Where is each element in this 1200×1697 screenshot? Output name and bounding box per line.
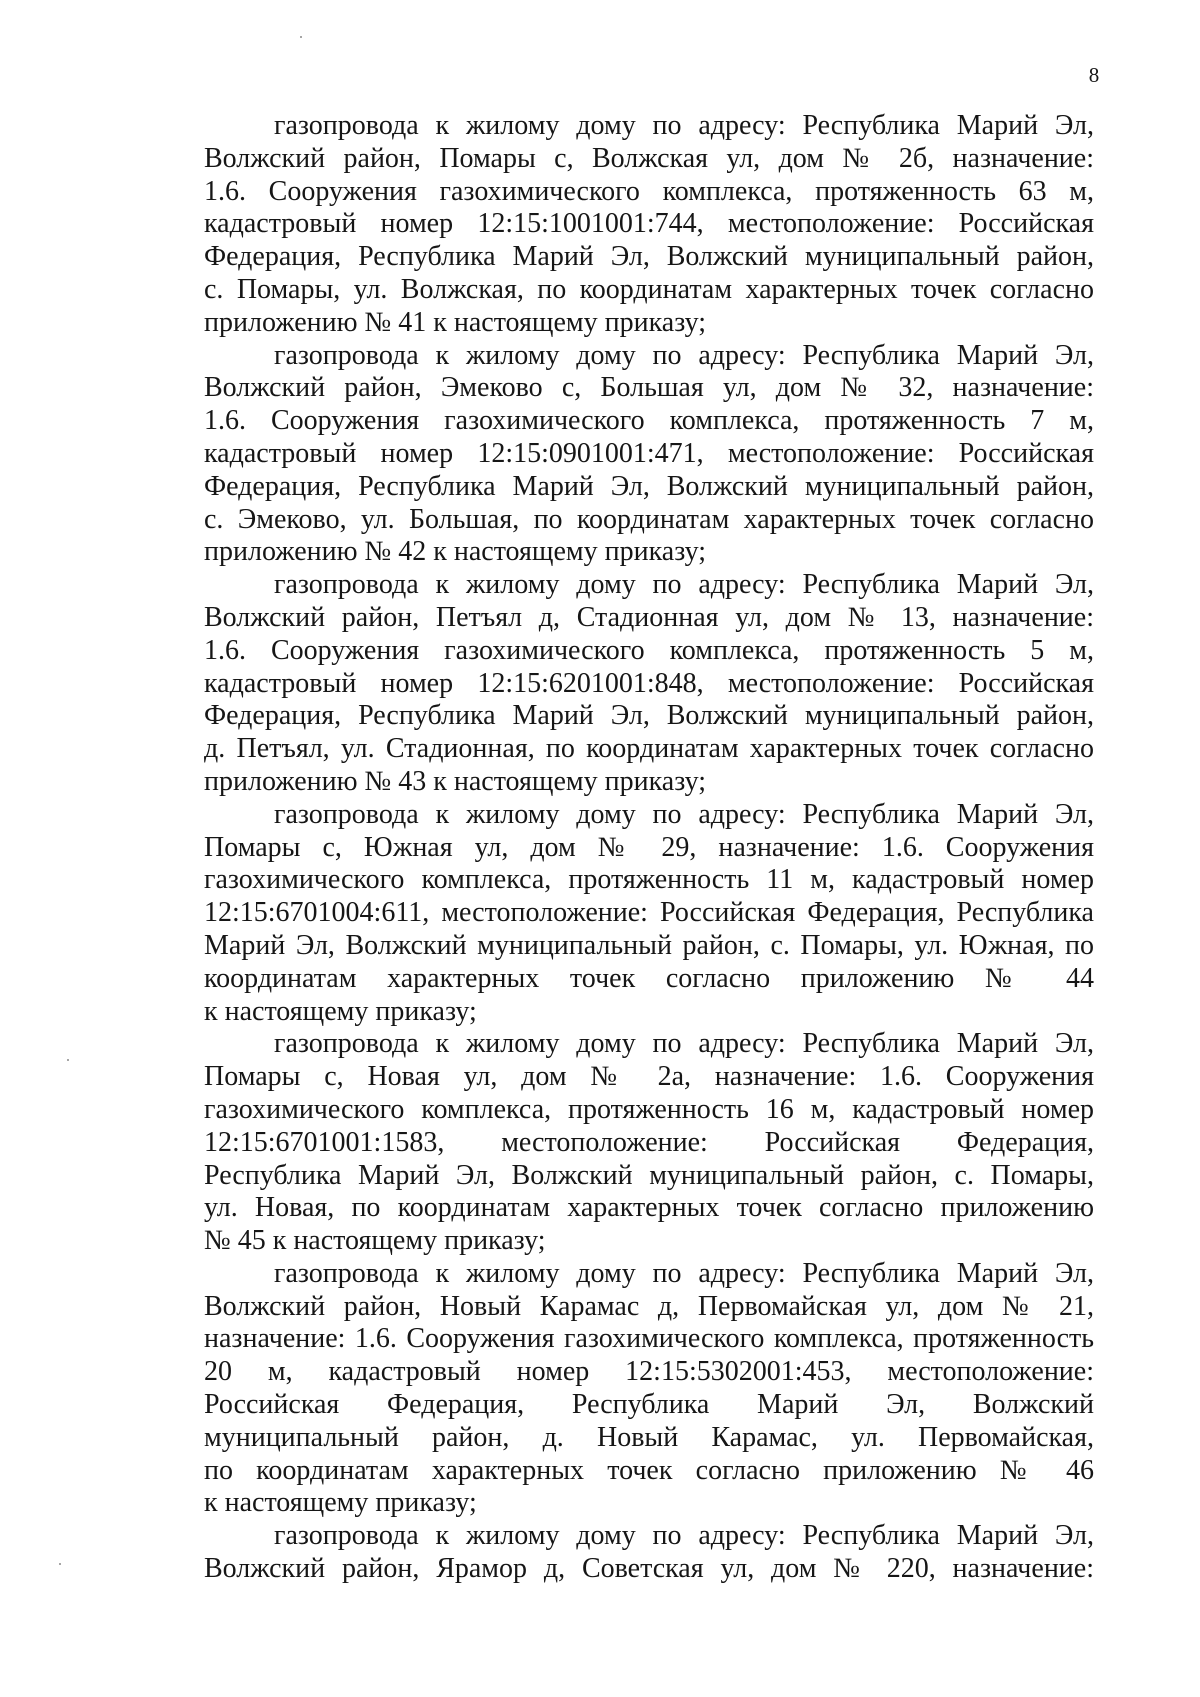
text-line: ул. Новая, по координатам характерных точек согласно приложению [204,1192,1094,1224]
text-line: газопровода к жилому дому по адресу: Республика Марий Эл, [274,1257,1094,1289]
text-line: № 45 к настоящему приказу; [204,1225,546,1257]
paragraph [204,1520,1094,1586]
text-line: муниципальный район, д. Новый Карамас, ул. Первомайская, [204,1421,1094,1453]
paragraph [204,1258,1094,1520]
text-line: назначение: 1.6. Сооружения газохимического комплекса, протяженность [204,1323,1094,1355]
text-line: кадастровый номер 12:15:0901001:471, местоположение: Российская [204,437,1094,469]
text-line: 1.6. Сооружения газохимического комплекса, протяженность 7 м, [204,405,1094,437]
text-line: газопровода к жилому дому по адресу: Республика Марий Эл, [274,1520,1094,1552]
text-line: Российская Федерация, Республика Марий Эл, Волжский [204,1389,1094,1421]
text-line: кадастровый номер 12:15:1001001:744, местоположение: Российская [204,208,1094,240]
text-line: газохимического комплекса, протяженность 11 м, кадастровый номер [204,864,1094,896]
paragraph [204,1028,1094,1258]
text-line: с. Эмеково, ул. Большая, по координатам характерных точек согласно [204,503,1094,535]
text-line: 12:15:6701004:611, местоположение: Российская Федерация, Республика [204,897,1094,929]
text-line: Федерация, Республика Марий Эл, Волжский муниципальный район, [204,700,1094,732]
text-line: Волжский район, Эмеково с, Большая ул, дом № 32, назначение: [204,372,1094,404]
text-line: к настоящему приказу; [204,995,477,1027]
text-line: 1.6. Сооружения газохимического комплекса, протяженность 5 м, [204,634,1094,666]
text-line: приложению № 43 к настоящему приказу; [204,765,707,797]
text-line: 20 м, кадастровый номер 12:15:5302001:453, местоположение: [204,1356,1094,1388]
text-line: газохимического комплекса, протяженность 16 м, кадастровый номер [204,1093,1094,1125]
text-line: Марий Эл, Волжский муниципальный район, с. Помары, ул. Южная, по [204,929,1094,961]
text-line: газопровода к жилому дому по адресу: Республика Марий Эл, [274,110,1094,141]
text-line: газопровода к жилому дому по адресу: Республика Марий Эл, [274,798,1094,830]
text-line: координатам характерных точек согласно приложению № 44 [204,962,1094,994]
text-line: Волжский район, Петъял д, Стадионная ул, дом № 13, назначение: [204,601,1094,633]
scan-speck [300,36,302,38]
text-line: Волжский район, Помары с, Волжская ул, дом № 2б, назначение: [204,142,1094,174]
paragraph [204,569,1094,799]
text-line: газопровода к жилому дому по адресу: Республика Марий Эл, [274,1028,1094,1060]
text-line: Помары с, Южная ул, дом № 29, назначение: 1.6. Сооружения [204,831,1094,863]
text-line: приложению № 42 к настоящему приказу; [204,536,707,568]
paragraph [204,340,1094,570]
text-line: приложению № 41 к настоящему приказу; [204,306,707,338]
text-line: с. Помары, ул. Волжская, по координатам характерных точек согласно [204,273,1094,305]
text-line: 12:15:6701001:1583, местоположение: Российская Федерация, [204,1126,1094,1158]
paragraph [204,110,1094,340]
text-line: Помары с, Новая ул, дом № 2а, назначение: 1.6. Сооружения [204,1061,1094,1093]
text-line: Республика Марий Эл, Волжский муниципальный район, с. Помары, [204,1159,1094,1191]
scan-speck [67,1059,69,1061]
text-line: Федерация, Республика Марий Эл, Волжский муниципальный район, [204,470,1094,502]
text-line: кадастровый номер 12:15:6201001:848, местоположение: Российская [204,667,1094,699]
text-line: д. Петъял, ул. Стадионная, по координатам характерных точек согласно [204,733,1094,765]
text-line: Волжский район, Новый Карамас д, Первомайская ул, дом № 21, [204,1290,1094,1322]
text-line: газопровода к жилому дому по адресу: Республика Марий Эл, [274,569,1094,601]
text-line: 1.6. Сооружения газохимического комплекса, протяженность 63 м, [204,175,1094,207]
scan-speck [59,1563,61,1565]
text-line: газопровода к жилому дому по адресу: Республика Марий Эл, [274,339,1094,371]
paragraph [204,799,1094,1029]
text-line: к настоящему приказу; [204,1487,477,1519]
text-line: Федерация, Республика Марий Эл, Волжский муниципальный район, [204,241,1094,273]
document-body [204,110,1094,1586]
page-number: 8 [1088,63,1100,87]
text-line: по координатам характерных точек согласно приложению № 46 [204,1454,1094,1486]
text-line: Волжский район, Ярамор д, Советская ул, дом № 220, назначение: [204,1553,1094,1585]
